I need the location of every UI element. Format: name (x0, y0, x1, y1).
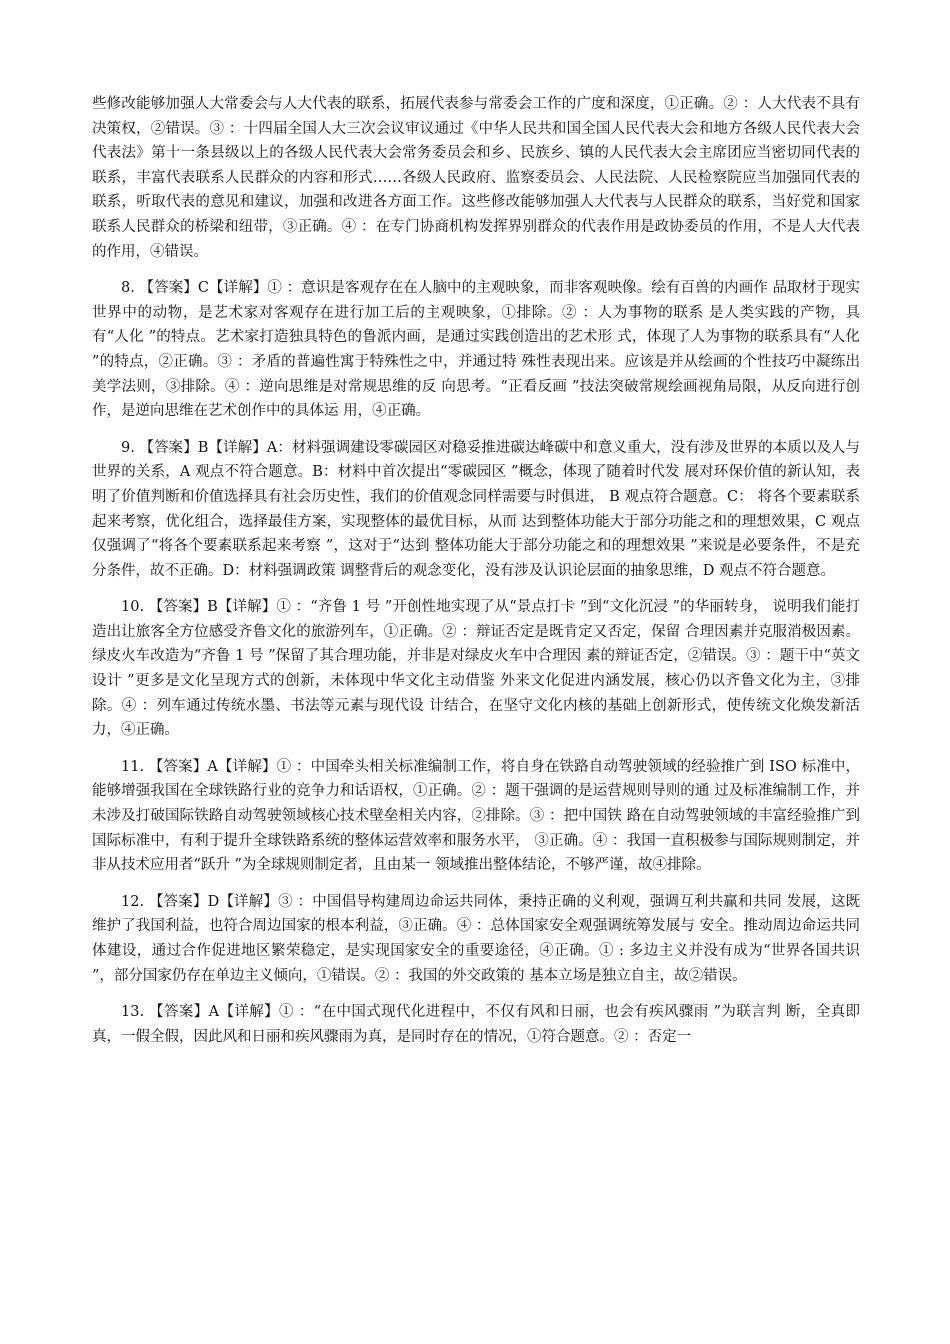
answer-9: 9. 【答案】B【详解】A：材料强调建设零碳园区对稳妥推进碳达峰碳中和意义重大，没有涉及世界的本质以及人与世界的关系，A 观点不符合题意。B：材料中首次提出“零碳园区 ”概念，体现了随着时代发 展对环保价值的新认知，表明了价值判断和价值选择具有社会历史性，我们的价值观念同样需要与时俱进， B 观点符合题意。C： 将各个要素联系起来考察，优化组合，选择最佳方案，实现整体的最优目标，从而 达到整体功能大于部分功能之和的理想效果，C 观点仅强调了“将各个要素联系起来考察 ”，这对于“达到 整体功能大于部分功能之和的理想效果 ”来说是必要条件，不是充分条件，故不正确。D：材料强调政策 调整背后的观念变化，没有涉及认识论层面的抽象思维，D 观点不符合题意。 (92, 439, 860, 579)
answer-12: 12. 【答案】D【详解】③ ：中国倡导构建周边命运共同体，秉持正确的义利观，强调互利共赢和共同 发展，这既维护了我国利益，也符合周边国家的根本利益，③正确。④ ：总体国家安全观强调统筹发展与 安全。推动周边命运共同体建设，通过合作促进地区繁荣稳定，是实现国家安全的重要途径，④正确。① : 多边主义并没有成为“世界各国共识 ”，部分国家仍存在单边主义倾向，①错误。② ：我国的外交政策的 基本立场是独立自主，故②错误。 (92, 893, 860, 984)
answer-8: 8. 【答案】C【详解】① ：意识是客观存在在人脑中的主观映象，而非客观映像。绘有百兽的内画作 品取材于现实世界中的动物，是艺术家对客观存在进行加工后的主观映象，①排除。② ：人为事物的联系 是人类实践的产物，具有“人化 ”的特点。艺术家打造独具特色的鲁派内画，是通过实践创造出的艺术形 式，体现了人为事物的联系具有“人化 ”的特点，②正确。③ ：矛盾的普遍性寓于特殊性之中，并通过特 殊性表现出来。应该是并从绘画的个性技巧中凝练出美学法则，③排除。④ ：逆向思维是对常规思维的反 向思考。“正看反画 ”技法突破常规绘画视角局限，从反向进行创作，是逆向思维在艺术创作中的具体运 用，④正确。 (92, 280, 860, 420)
answer-13: 13. 【答案】A【详解】① ：“在中国式现代化进程中，不仅有风和日丽，也会有疾风骤雨 ”为联言判 断，全真即真，一假全假，因此风和日丽和疾风骤雨为真，是同时存在的情况，①符合题意。② ：否定一 (92, 1004, 860, 1045)
answer-10: 10. 【答案】B【详解】① ：“齐鲁 1 号 ”开创性地实现了从“景点打卡 ”到“文化沉浸 ”的华丽转身， 说明我们能打造出让旅客全方位感受齐鲁文化的旅游列车，①正确。② ：辩证否定是既肯定又否定，保留 合理因素并克服消极因素。绿皮火车改造为“齐鲁 1 号 ”保留了其合理功能，并非是对绿皮火车中合理因 素的辩证否定，②错误。③ ：题干中“英文设计 ”更多是文化呈现方式的创新，未体现中华文化主动借鉴 外来文化促进内涵发展，核心仍以齐鲁文化为主，③排除。④ ：列车通过传统水墨、书法等元素与现代设 计结合，在坚守文化内核的基础上创新形式，使传统文化焕发新活力，④正确。 (92, 599, 860, 739)
paragraph-continuation: 些修改能够加强人大常委会与人大代表的联系，拓展代表参与常委会工作的广度和深度，①正确。② ：人大代表不具有决策权，②错误。③ ：十四届全国人大三次会议审议通过《中华人民共和国全国人民代表大会和地方各级人民代表大会代表法》第十一条县级以上的各级人民代表大会常务委员会和乡、民族乡、镇的人民代表大会主席团应当密切同代表的联系，丰富代表联系人民群众的内容和形式……各级人民政府、监察委员会、人民法院、人民检察院应当加强同代表的联系，听取代表的意见和建议，加强和改进各方面工作。这些修改能够加强人大代表与人民群众的联系，当好党和国家联系人民群众的桥梁和纽带，③正确。④ ：在专门协商机构发挥界别群众的代表作用是政协委员的作用，不是人大代表的作用，④错误。 (92, 96, 860, 260)
answer-11: 11. 【答案】A【详解】① ：中国牵头相关标准编制工作，将自身在铁路自动驾驶领域的经验推广到 ISO 标准中，能够增强我国在全球铁路行业的竞争力和话语权，①正确。② ：题干强调的是运营规则导则的通 过及标准编制工作，并未涉及打破国际铁路自动驾驶领域核心技术壁垒相关内容，②排除。③ ：把中国铁 路在自动驾驶领域的丰富经验推广到国际标准中，有利于提升全球铁路系统的整体运营效率和服务水平， ③正确。④ ：我国一直积极参与国际规则制定，并非从技术应用者“跃升 ”为全球规则制定者，且由某一 领域推出整体结论，不够严谨，故④排除。 (92, 758, 860, 874)
document-page (92, 92, 860, 1049)
